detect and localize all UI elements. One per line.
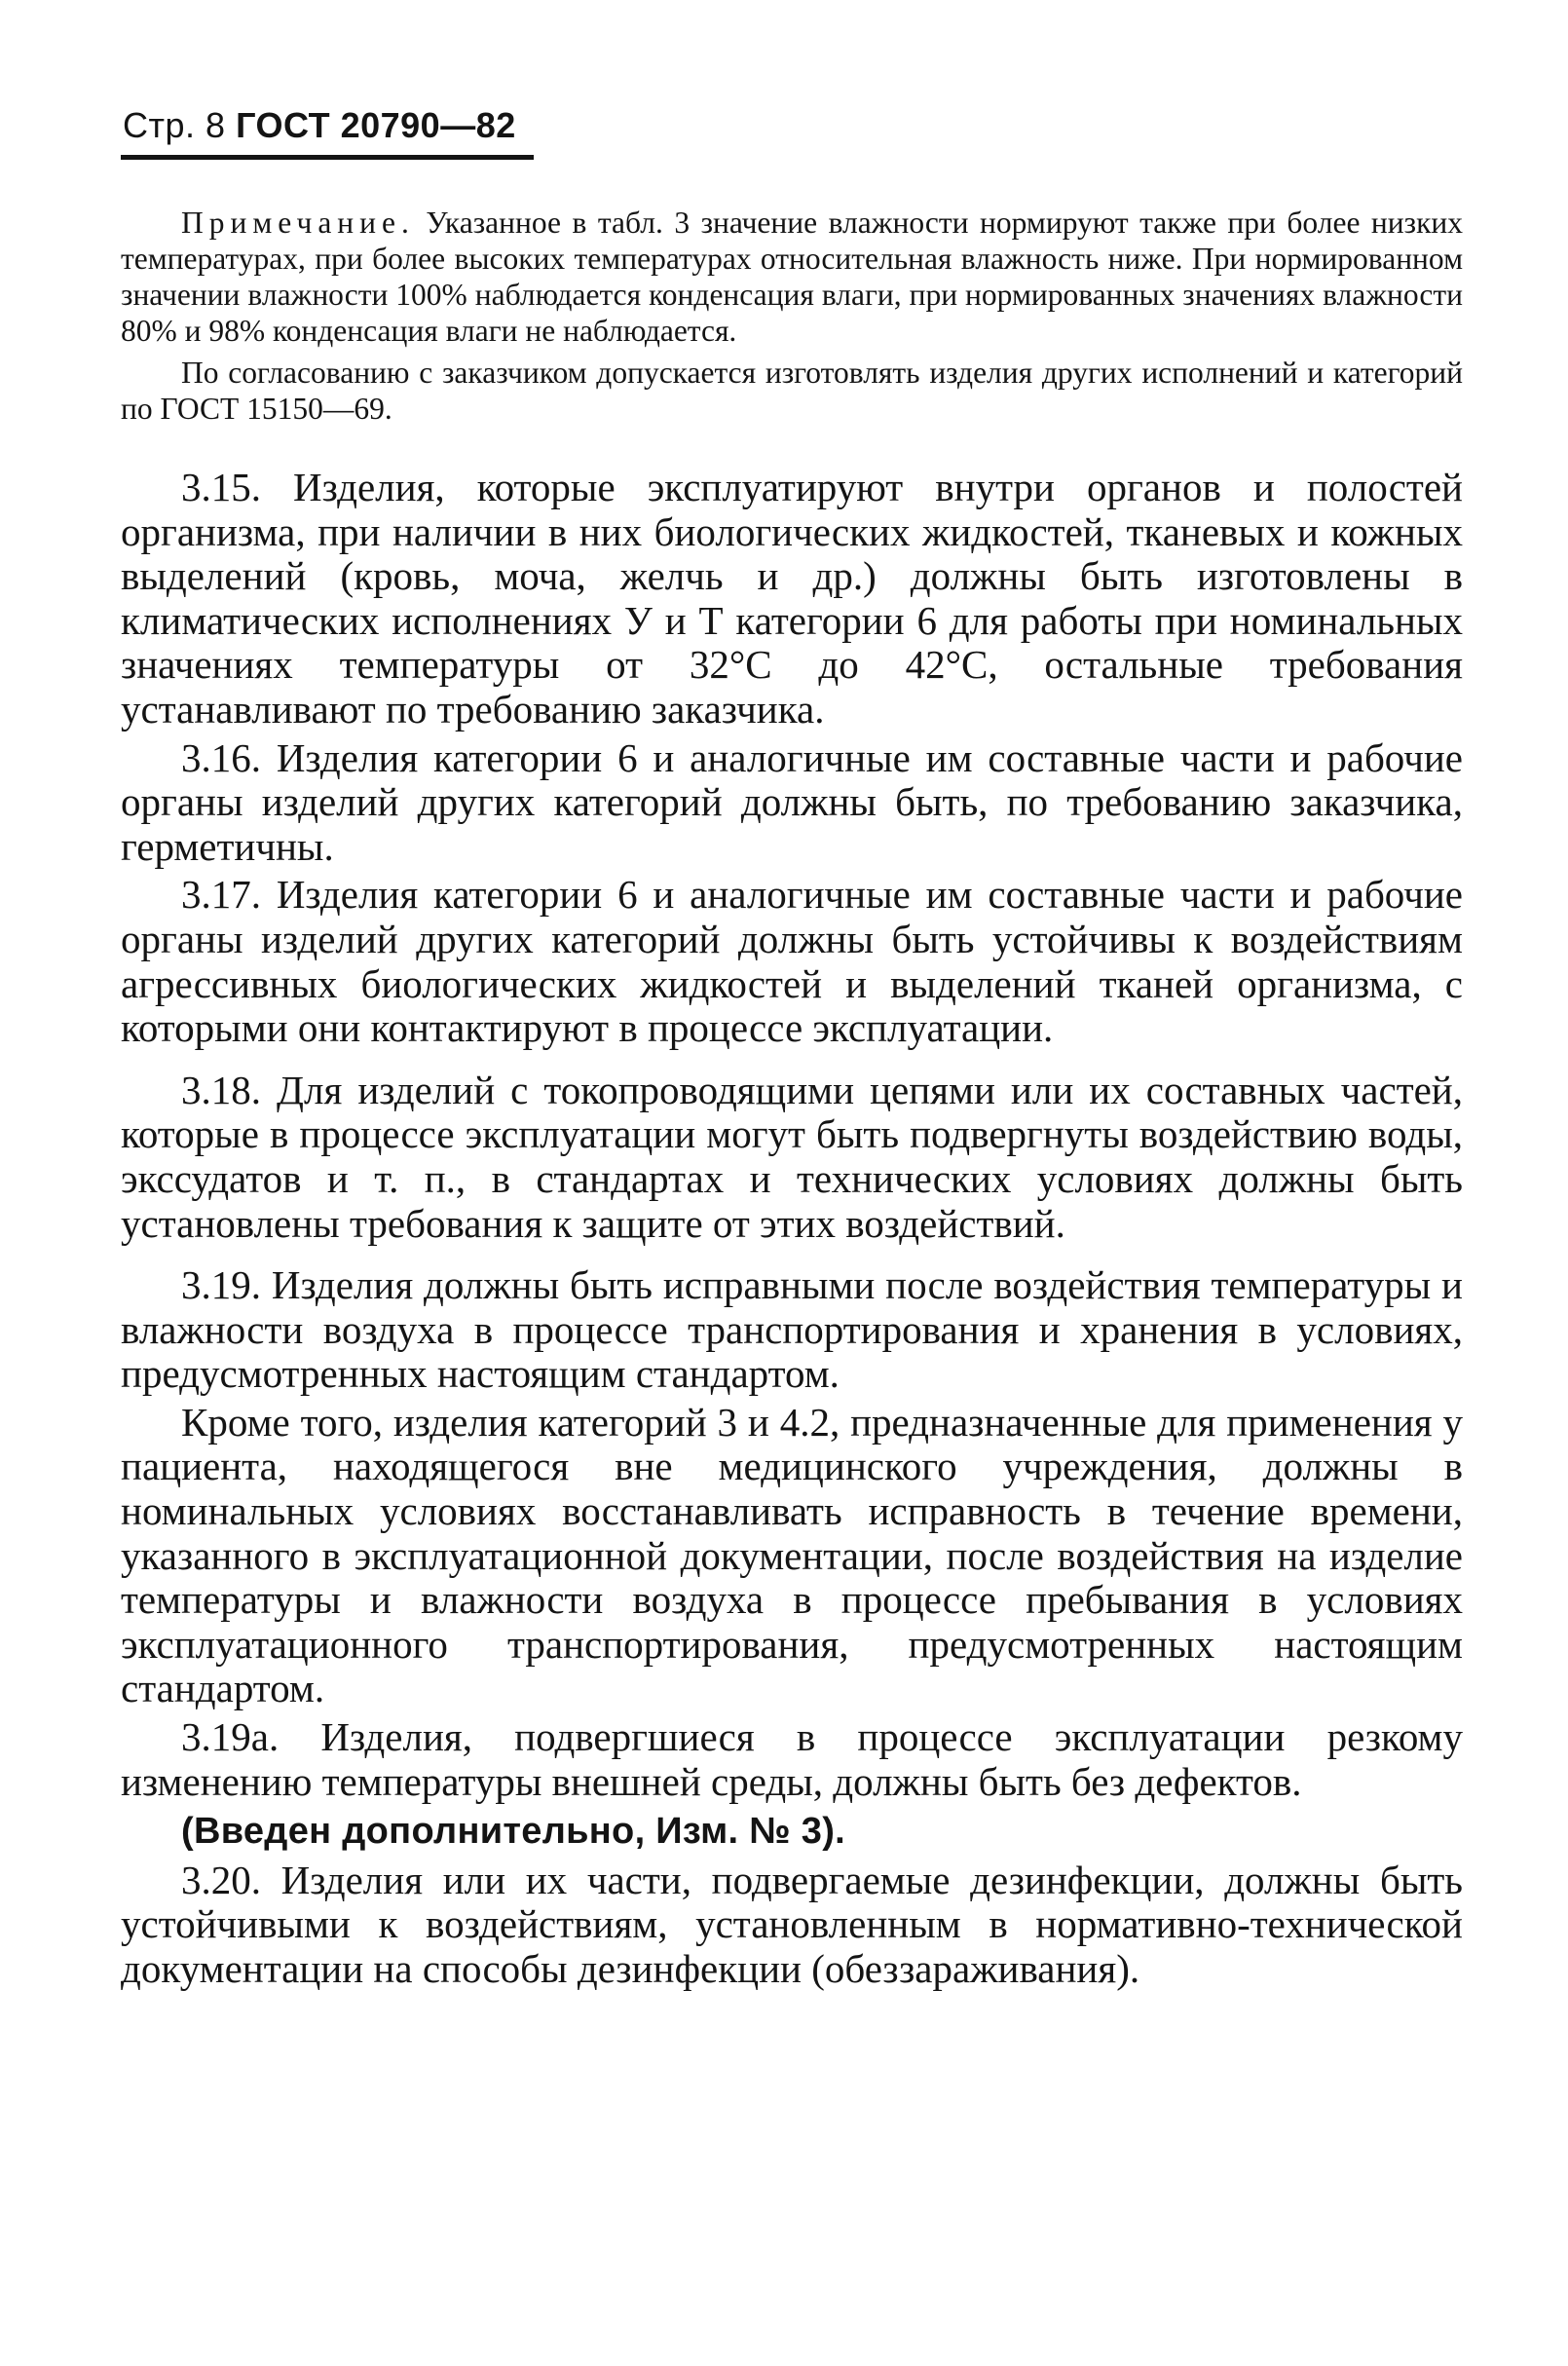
paragraph-3-17: 3.17. Изделия категории 6 и аналогичные им составные части и рабочие органы изделий других категорий должны быть устойчивы к воздействиям агрессивных биологических жидкостей и выделений тканей организма, с которыми они контактируют в процессе эксплуатации. [121,872,1463,1051]
note-extra: По согласованию с заказчиком допускается изготовлять изделия других исполнений и категорий по ГОСТ 15150—69. [121,356,1463,426]
paragraph-3-15: 3.15. Изделия, которые эксплуатируют внутри органов и полостей организма, при наличии в них биологических жидкостей, тканевых и кожных выделений (кровь, моча, желчь и др.) должны быть изготовлены в климатических исполнениях У и Т категории 6 для работы при номинальных значениях температуры от 32°С до 42°С, остальные требования устанавливают по требованию заказчика. [121,465,1463,732]
page-number: Стр. 8 [123,105,226,145]
paragraph-3-19a: 3.19а. Изделия, подвергшиеся в процессе эксплуатации резкому изменению температуры внешней среды, должны быть без дефектов. [121,1714,1463,1804]
amendment-text: (Введен дополнительно, Изм. № 3). [181,1811,846,1853]
note-label: Примечание. [181,206,415,240]
amendment-note [121,1808,1463,1855]
paragraph-3-16: 3.16. Изделия категории 6 и аналогичные им составные части и рабочие органы изделий других категорий должны быть, по требованию заказчика, герметичны. [121,734,1463,869]
paragraph-3-20: 3.20. Изделия или их части, подвергаемые дезинфекции, должны быть устойчивыми к воздействиям, установленным в нормативно-технической документации на способы дезинфекции (обеззараживания). [121,1857,1463,1991]
document-body [121,466,1463,1992]
header-rule [121,155,534,160]
paragraph-3-19: 3.19. Изделия должны быть исправными после воздействия температуры и влажности воздуха в процессе транспортирования и хранения в условиях, предусмотренных настоящим стандартом. [121,1262,1463,1397]
standard-code: ГОСТ 20790—82 [236,105,516,145]
note-paragraph [121,205,1463,349]
note-text: Указанное в табл. 3 значение влажности нормируют также при более низких температурах, при более высоких температурах относительная влажность ниже. При нормированном значении влажности 100% наблюдается конденсация влаги, при нормированных значениях влажности 80% и 98% конденсация влаги не наблюдается. [121,206,1463,348]
paragraph-3-18: 3.18. Для изделий с токопроводящими цепями или их составных частей, которые в процессе эксплуатации могут быть подвергнуты воздействию воды, экссудатов и т. п., в стандартах и технических условиях должны быть установлены требования к защите от этих воздействий. [121,1067,1463,1246]
page-header [123,105,516,146]
note-block [121,205,1463,427]
paragraph-3-19-continued: Кроме того, изделия категорий 3 и 4.2, предназначенные для применения у пациента, находящегося вне медицинского учреждения, должны в номинальных условиях восстанавливать исправность в течение времени, указанного в эксплуатационной документации, после воздействия на изделие температуры и влажности воздуха в процессе пребывания в условиях эксплуатационного транспортирования, предусмотренных настоящим стандартом. [121,1399,1463,1711]
